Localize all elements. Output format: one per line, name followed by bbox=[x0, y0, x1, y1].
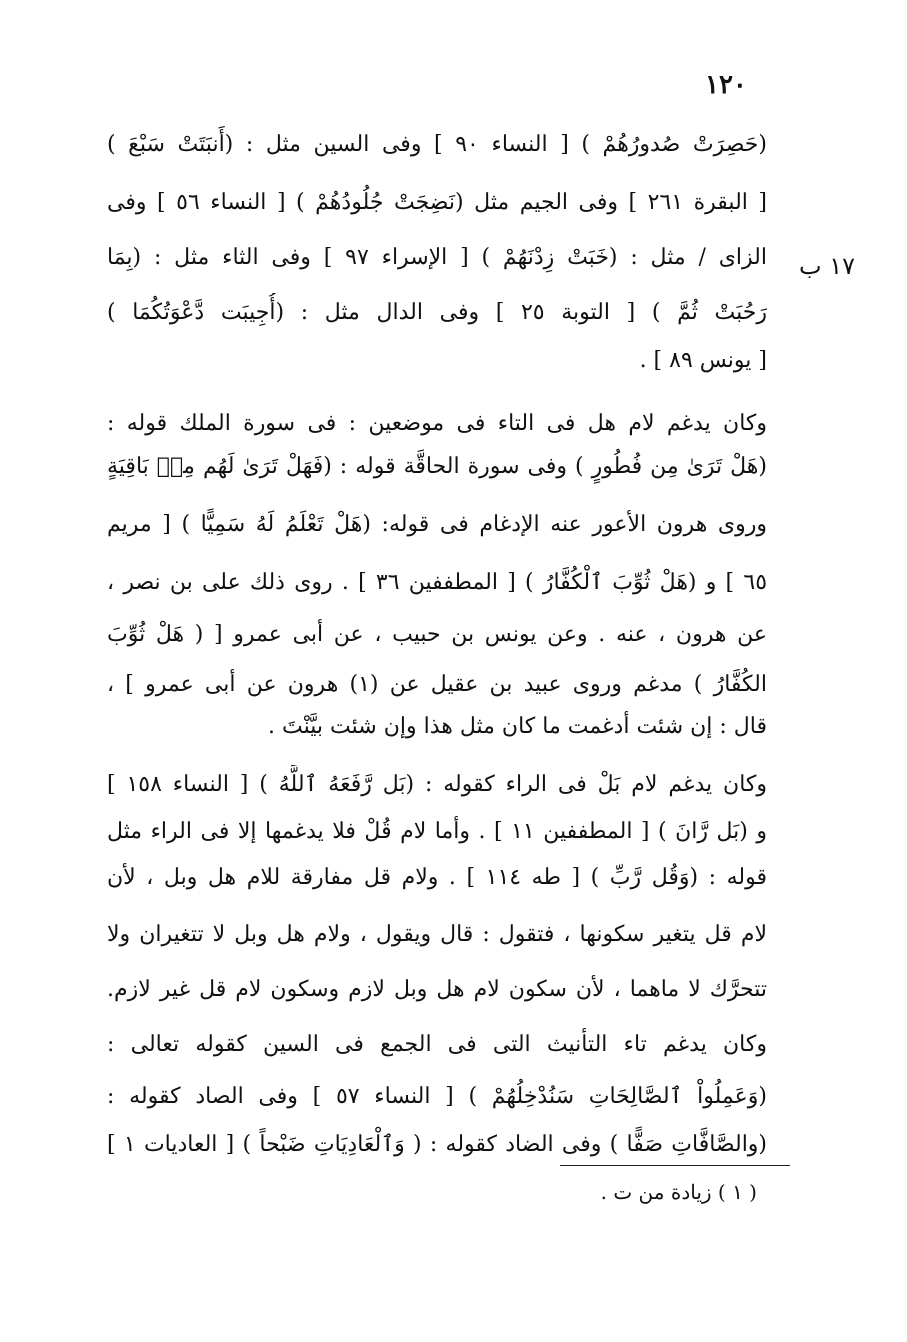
text-line: وكان يدغم تاء التأنيث التى فى الجمع فى السين كقوله تعالى : bbox=[107, 1032, 767, 1057]
text-line: (والصَّافَّاتِ صَفًّا ) وفى الضاد كقوله : ( وَٱلْعَادِيَاتِ ضَبْحاً ) [ العاديات ١ ] bbox=[107, 1132, 767, 1157]
text-line: (وَعَمِلُواْ ٱلصَّالِحَاتِ سَنُدْخِلُهُمْ ) [ النساء ٥٧ ] وفى الصاد كقوله : bbox=[107, 1084, 767, 1109]
text-line: الزاى / مثل : (خَبَتْ زِدْنَهُمْ ) [ الإسراء ٩٧ ] وفى الثاء مثل : (بِمَا bbox=[107, 245, 767, 270]
text-line: رَحُبَتْ ثُمَّ ) [ التوبة ٢٥ ] وفى الدال مثل : (أُجِيبَت دَّعْوَتُكُمَا ) bbox=[107, 300, 767, 325]
footnote: ( ١ ) زيادة من ت . bbox=[600, 1180, 757, 1204]
margin-folio-note: ١٧ ب bbox=[798, 252, 855, 280]
text-line: الكُفَّارُ ) مدغم وروى عبيد بن عقيل عن (١) هرون عن أبى عمرو ] ، bbox=[107, 672, 767, 697]
text-line: ٦٥ ] و (هَلْ ثُوِّبَ ٱلْكُفَّارُ ) [ المطففين ٣٦ ] . روى ذلك على بن نصر ، bbox=[107, 570, 767, 595]
footnote-divider bbox=[560, 1165, 790, 1166]
text-line: [ البقرة ٢٦١ ] وفى الجيم مثل (نَضِجَتْ جُلُودُهُمْ ) [ النساء ٥٦ ] وفى bbox=[107, 190, 767, 215]
text-line: قوله : (وَقُل رَّبِّ ) [ طه ١١٤ ] . ولام قل مفارقة للام هل وبل ، لأن bbox=[107, 865, 767, 890]
text-line: تتحرَّك لا ماهما ، لأن سكون لام هل وبل لازم وسكون لام قل غير لازم. bbox=[107, 977, 767, 1002]
text-line: عن هرون ، عنه . وعن يونس بن حبيب ، عن أبى عمرو [ ( هَلْ ثُوِّبَ bbox=[107, 622, 767, 647]
text-line: و (بَل رَّانَ ) [ المطففين ١١ ] . وأما لام قُلْ فلا يدغمها إلا فى الراء مثل bbox=[107, 819, 767, 844]
text-line: وكان يدغم لام بَلْ فى الراء كقوله : (بَل رَّفَعَهُ ٱللَّهُ ) [ النساء ١٥٨ ] bbox=[107, 772, 767, 797]
text-line: قال : إن شئت أدغمت ما كان مثل هذا وإن شئت بيَّنْتَ . bbox=[268, 714, 767, 739]
text-line: [ يونس ٨٩ ] . bbox=[639, 348, 767, 373]
text-line: (حَصِرَتْ صُدورُهُمْ ) [ النساء ٩٠ ] وفى السين مثل : (أَنبَتَتْ سَبْعَ ) bbox=[107, 132, 767, 157]
page-number: ١٢٠ bbox=[705, 70, 747, 100]
text-line: وروى هرون الأعور عنه الإدغام فى قوله: (هَلْ تَعْلَمُ لَهُ سَمِيًّا ) [ مريم bbox=[107, 512, 767, 537]
text-line: لام قل يتغير سكونها ، فتقول : قال ويقول ، ولام هل وبل لا تتغيران ولا bbox=[107, 922, 767, 947]
text-line: (هَلْ تَرَىٰ مِن فُطُورٍ ) وفى سورة الحاقَّة قوله : (فَهَلْ تَرَىٰ لَهُم مِنۢ بَاقِيَةٍ bbox=[107, 454, 767, 479]
text-line: وكان يدغم لام هل فى التاء فى موضعين : فى سورة الملك قوله : bbox=[107, 411, 767, 436]
